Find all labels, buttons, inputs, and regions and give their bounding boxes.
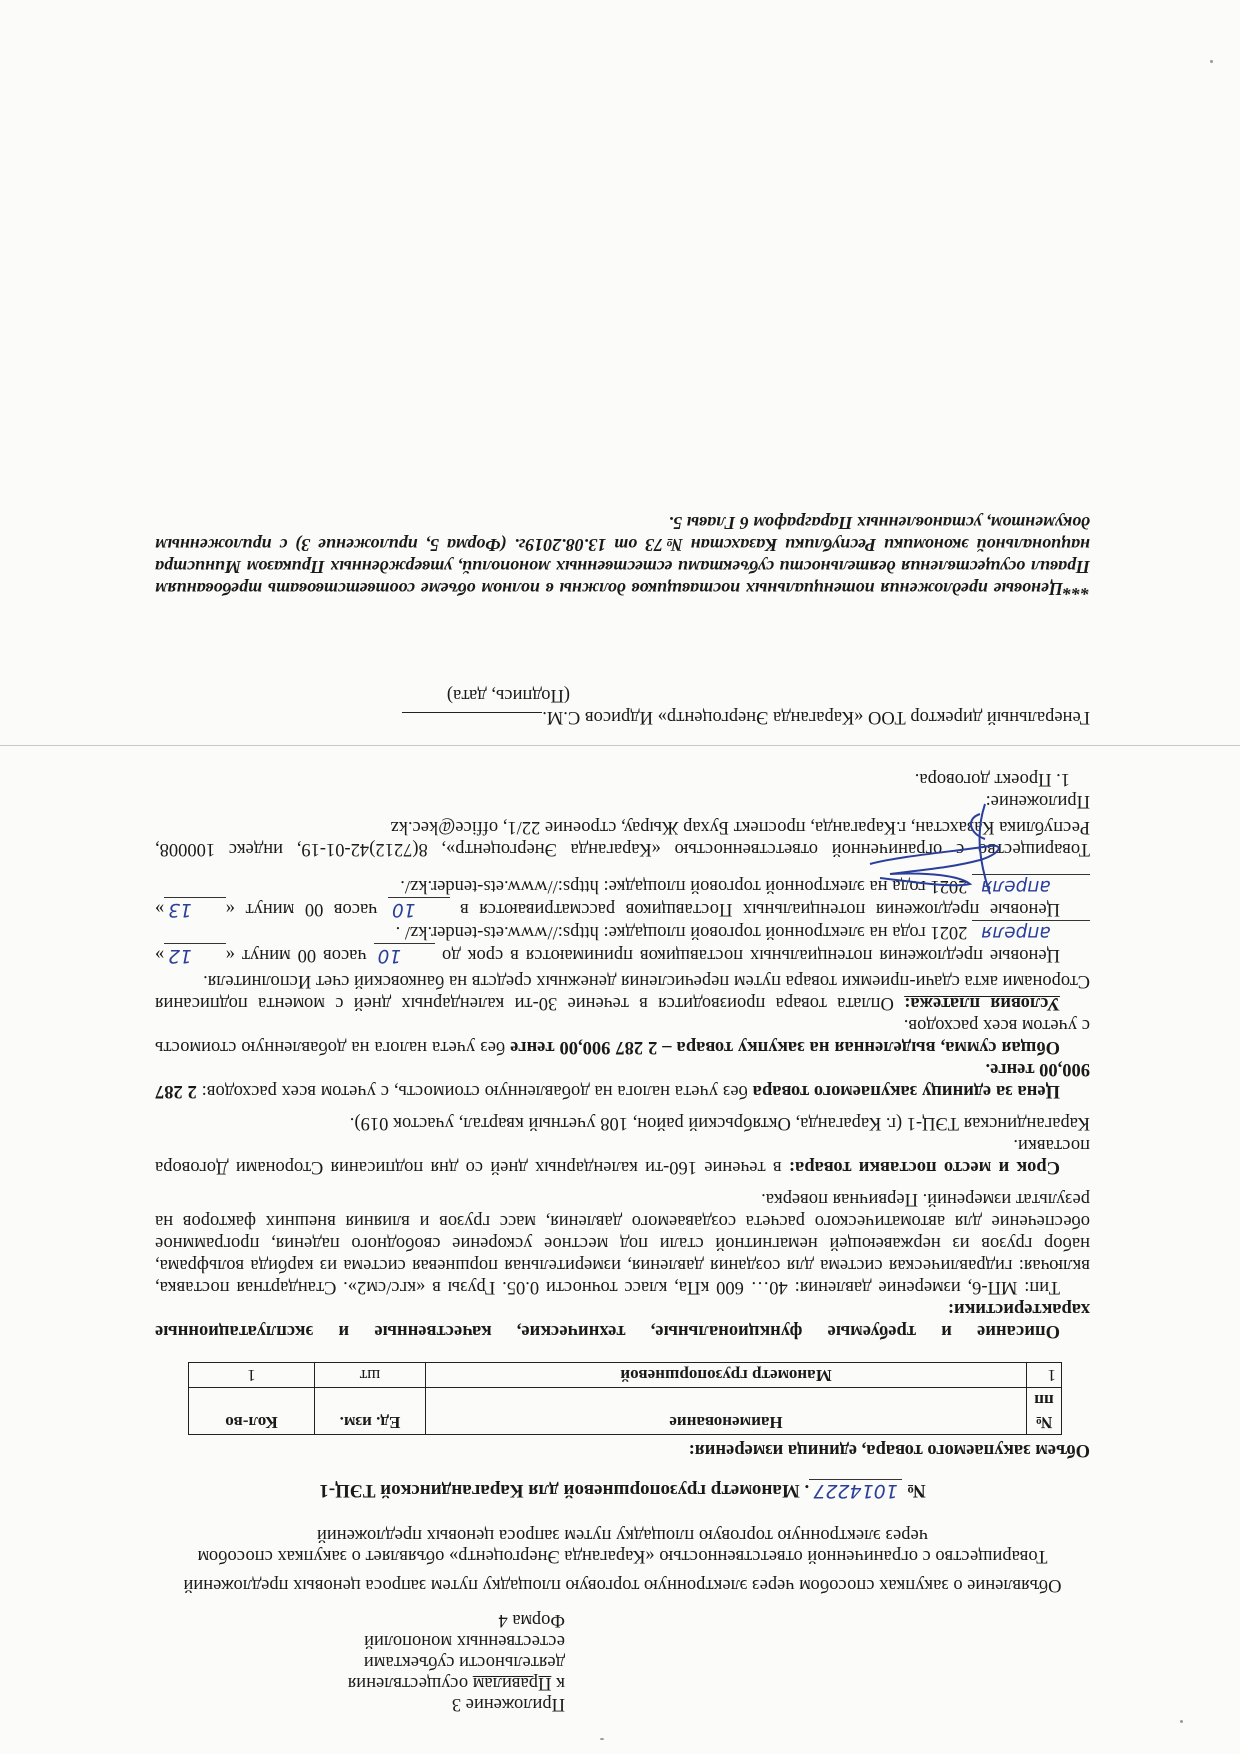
payment-label: Условия платежа: [904,993,1060,1013]
description-text: Тип: МП-6, измерение давления: 40… 600 кПа, класс точности 0.05. Грузы в «кгс/см2». Стандартная поставка, включая: гидравлическая система для создания давления, измерительная поршневая система из карбида вольфрама, набор грузов из нержавеющей немагнитной стали под местное ускорение свободного падения, программное обеспечение для автоматического расчета создаваемого давления, масс грузов и влияния внешних факторов на результат измерений. Первичная поверка. [155,1189,1090,1297]
appendix-reference [165,1609,565,1714]
signature-caption: (Подпись, дата) [446,685,570,705]
deadline-day-handwritten: 12 [164,943,226,966]
unit-price-text: без учета налога на добавленную стоимость, с учетом всех расходов: [196,1081,753,1101]
lot-number-prefix: № [906,1480,926,1501]
signature-line [402,712,542,713]
signature-block [155,618,1090,728]
appendix-line-3: деятельности субъектами [363,1652,565,1672]
attachments-heading: Приложение: [985,791,1090,811]
lot-number-handwritten: 1014227 [809,1479,902,1502]
col-header-name: Наименование [426,1388,1027,1435]
announcement-body: Товарищество с ограниченной ответственностью «Караганда Энергоцентр» объявляет о закупках способом через электронную торговую площадку путем запроса ценовых предложений [197,1525,1048,1566]
rules-link: Правилам [472,1673,552,1693]
description-heading: Описание и требуемые функциональные, технические, качественные и эксплуатационные характеристики: [155,1299,1090,1341]
handwritten-signature [860,794,1010,934]
appendix-form-number: Форма 4 [498,1610,565,1630]
footnote: ***Ценовые предложения потенциальных поставщиков должны в полном объеме соответствовать требованиям Правил осуществления деятельности субъектами естественных монополий, утвержденных Приказом Министра национальной экономики Республики Казахстан №73 от 13.08.2019г. (Форма 5, приложение 3) с приложенным документом, установленных Параграфом 6 Главы 5. [155,513,1090,599]
delivery-text: в течение 160-ти календарных дней со дня подписания Сторонами Договора поставки. [155,1135,1090,1177]
price-section [155,970,1090,1102]
appendix-line-1: Приложение 3 [451,1694,565,1714]
delivery-label: Срок и место поставки товара: [788,1157,1060,1177]
volume-heading: Объем закупаемого товара, единица измерения: [688,1440,1090,1460]
col-header-number: № пп [1027,1388,1062,1435]
payment-text: Оплата товара производится в течение 30-ти календарных дней с момента подписания Сторонами акта сдачи-приемки товара путем перечисления денежных средств на банковский счет Исполнителя. [155,971,1090,1013]
lot-title [155,1479,1090,1502]
deadline-hour-handwritten: 10 [374,943,436,966]
organization-details: Товарищество с ограниченной ответственностью «Караганда Энергоцентр», 8(7212)42-01-19, индекс 100008, Республика Казахстан, г.Караганда, проспект Бухар Жырау, строение 22/1, office@kec.kz [155,817,1090,859]
cell-quantity: 1 [189,1363,315,1388]
cell-name: Манометр грузопоршневой [426,1363,1027,1388]
signatory-line [155,706,1090,728]
total-amount: Общая сумма, выделенная на закупку товара – 2 287 900,00 тенге без учета налога на добавленную стоимость с учетом всех расходов. [154,1015,1090,1057]
review-hour-handwritten: 10 [388,897,450,920]
cell-number: 1 [1027,1363,1062,1388]
appendix-line-4: естественных монополий [364,1631,565,1651]
submission-deadline: Ценовые предложения потенциальных поставщиков принимаются в срок до 10 часов 00 минут «12» апреля 2021 года на электронной торговой площадке: https://www.ets-tender.kz/ . [155,920,1090,966]
attachment-item: 1. Проект договора. [914,769,1070,789]
description-section [155,1188,1090,1342]
delivery-place: Карагандинская ТЭЦ-1 (г. Караганда, Октябрьский район, 108 учетный квартал, участок 019). [349,1113,1090,1133]
lot-name: . Манометр грузопоршневой для Карагандинской ТЭЦ-1 [319,1480,810,1501]
items-table [188,1362,1062,1435]
total-amount-value: 2 287 900,00 тенге [510,1037,658,1057]
delivery-terms [155,1134,1090,1178]
review-month-handwritten: апреля [972,874,1090,897]
total-label: Общая сумма, выделенная на закупку товара [676,1037,1060,1057]
col-header-quantity: Кол-во [189,1388,315,1435]
payment-terms [155,970,1090,1014]
document-body [155,512,1090,1714]
appendix-line-2: к Правилам осуществления [347,1673,565,1693]
total-text: без учета налога на добавленную стоимость с учетом всех расходов. [154,1015,1090,1057]
delivery-section [155,1112,1090,1178]
deadline-month-handwritten: апреля [972,920,1090,943]
table-row [189,1363,1062,1388]
announcement-title: Объявление о закупках способом через электронную торговую площадку путем запроса ценовых предложений [183,1575,1062,1595]
unit-price-amount: 2 287 900,00 тенге. [154,1059,1090,1101]
items-table-header [189,1388,1062,1435]
review-date: Ценовые предложения потенциальных Поставщиков рассматриваются в 10 часов 00 минут «13» апреля 2021 года на электронной торговой площадке: https://www.ets-tender.kz/. [155,874,1090,920]
unit-price-label: Цена за единицу закупаемого товара [752,1081,1060,1101]
signatory-text: Генеральный директор ТОО «Караганда Энергоцентр» Идрисов С.М. [542,707,1090,727]
review-day-handwritten: 13 [164,897,226,920]
cell-unit: шт [315,1363,426,1388]
unit-price [155,1058,1090,1102]
col-header-unit: Ед. изм. [315,1388,426,1435]
